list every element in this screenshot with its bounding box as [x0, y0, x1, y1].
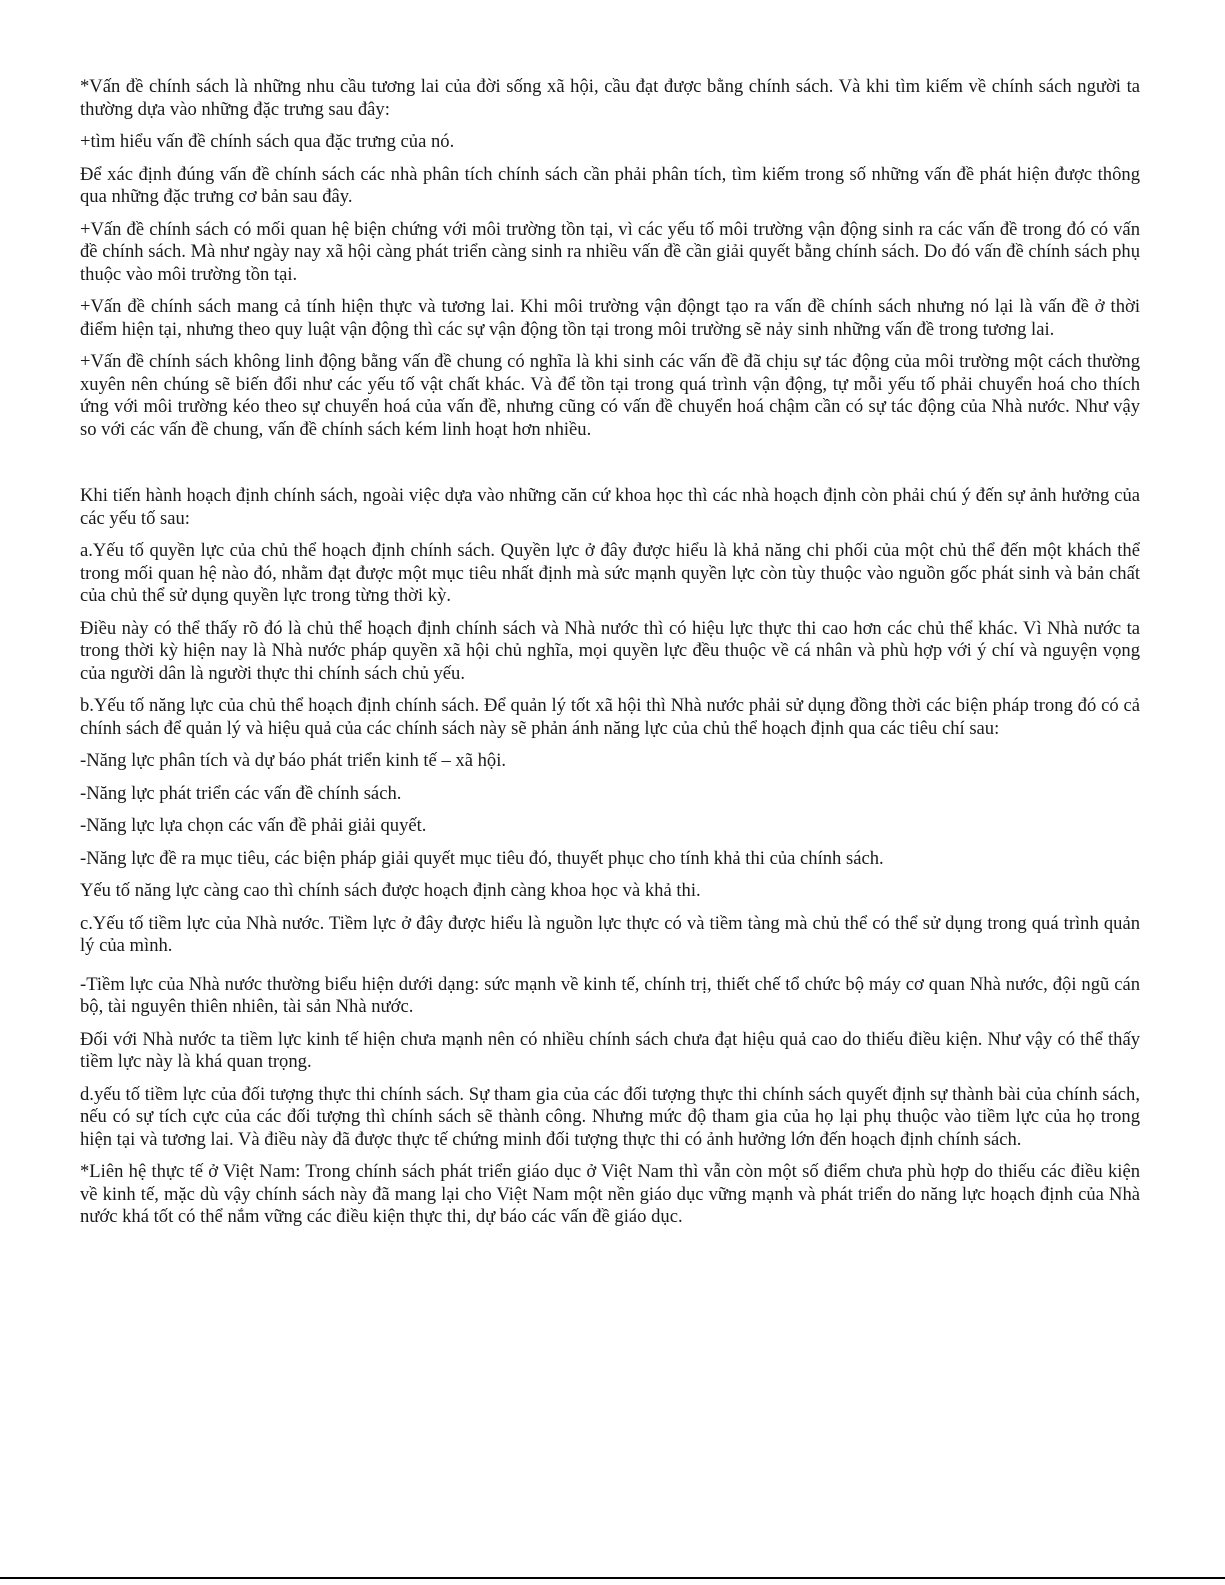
paragraph-identify-issue: Để xác định đúng vấn đề chính sách các nhà phân tích chính sách cần phải phân tích, tìm kiếm trong số những vấn đề phát hiện được thông qua những đặc trưng cơ bản sau đây. — [80, 163, 1140, 207]
paragraph-present-future: +Vấn đề chính sách mang cả tính hiện thực và tương lai. Khi môi trường vận độngt tạo ra vấn đề chính sách nhưng nó lại là vấn đề ở thời điểm hiện tại, nhưng theo quy luật vận động thì các sự vận động tồn tại trong môi trường sẽ nảy sinh những vấn đề trong tương lai. — [80, 296, 1140, 340]
document-body — [80, 76, 1140, 1239]
page-bottom-rule — [0, 1577, 1225, 1579]
paragraph-policy-issue-intro: *Vấn đề chính sách là những nhu cầu tương lai của đời sống xã hội, cầu đạt được bằng chính sách. Và khi tìm kiếm về chính sách người ta thường dựa vào những đặc trưng sau đây: — [80, 76, 1140, 120]
list-item-capacity-develop: -Năng lực phát triển các vấn đề chính sách. — [80, 782, 402, 804]
paragraph-capacity-conclusion: Yếu tố năng lực càng cao thì chính sách được hoạch định càng khoa học và khả thi. — [80, 880, 701, 901]
paragraph-planning-factors-intro: Khi tiến hành hoạch định chính sách, ngoài việc dựa vào những căn cứ khoa học thì các nhà hoạch định còn phải chú ý đến sự ảnh hưởng của các yếu tố sau: — [80, 485, 1140, 529]
paragraph-factor-b-capacity: b.Yếu tố năng lực của chủ thể hoạch định chính sách. Để quản lý tốt xã hội thì Nhà nước phải sử dụng đồng thời các biện pháp trong đó có cả chính sách để quản lý và hiệu quả của các chính sách này sẽ phản ánh năng lực của chủ thể hoạch định qua các tiêu chí sau: — [80, 695, 1140, 739]
paragraph-dialectical-relation: +Vấn đề chính sách có mối quan hệ biện chứng với môi trường tồn tại, vì các yếu tố môi trường vận động sinh ra các vấn đề trong đó có vấn đề chính sách. Mà như ngày nay xã hội càng phát triển càng sinh ra nhiều vấn đề cần giải quyết bằng chính sách. Do đó vấn đề chính sách phụ thuộc vào môi trường tồn tại. — [80, 218, 1140, 285]
list-item-capacity-select: -Năng lực lựa chọn các vấn đề phải giải quyết. — [80, 815, 427, 836]
paragraph-less-flexible: +Vấn đề chính sách không linh động bằng vấn đề chung có nghĩa là khi sinh các vấn đề đã chịu sự tác động của môi trường một cách thường xuyên nên chúng sẽ biến đổi như các yếu tố vật chất khác. Và để tồn tại trong quá trình vận động, tự mỗi yếu tố phải chuyển hoá cho thích ứng với môi trường kéo theo sự chuyển hoá của vấn đề, nhưng cũng có vấn đề chuyển hoá chậm cần có sự tác động của Nhà nước. Như vậy so với các vấn đề chung, vấn đề chính sách kém linh hoạt hơn nhiều. — [80, 351, 1140, 440]
paragraph-features-heading: +tìm hiểu vấn đề chính sách qua đặc trưng của nó. — [80, 131, 455, 152]
list-item-capacity-forecast: -Năng lực phân tích và dự báo phát triển kinh tế – xã hội. — [80, 750, 507, 771]
paragraph-state-authority: Điều này có thể thấy rõ đó là chủ thể hoạch định chính sách và Nhà nước thì có hiệu lực thực thi cao hơn các chủ thể khác. Vì Nhà nước ta trong thời kỳ hiện nay là Nhà nước pháp quyền xã hội chủ nghĩa, mọi quyền lực đều thuộc về cá nhân và phù hợp với ý chí và nguyện vọng của người dân là người thực thi chính sách chủ yếu. — [80, 617, 1140, 684]
list-item-capacity-objectives: -Năng lực đề ra mục tiêu, các biện pháp giải quyết mục tiêu đó, thuyết phục cho tính khả thi của chính sách. — [80, 847, 884, 869]
paragraph-factor-c-potential: c.Yếu tố tiềm lực của Nhà nước. Tiềm lực ở đây được hiểu là nguồn lực thực có và tiềm tàng mà chủ thể có thể sử dụng trong quá trình quản lý của mình. — [80, 912, 1140, 956]
paragraph-vietnam-practice: *Liên hệ thực tế ở Việt Nam: Trong chính sách phát triển giáo dục ở Việt Nam thì vẫn còn một số điểm chưa phù hợp do thiếu các điều kiện về kinh tế, mặc dù vậy chính sách này đã mang lại cho Việt Nam một nền giáo dục vững mạnh và phát triển do năng lực hoạch định của Nhà nước khá tốt có thể nắm vững các điều kiện thực thi, dự báo các vấn đề giáo dục. — [80, 1161, 1140, 1227]
paragraph-economic-potential: Đối với Nhà nước ta tiềm lực kinh tế hiện chưa mạnh nên có nhiều chính sách chưa đạt hiệu quả cao do thiếu điều kiện. Như vậy có thể thấy tiềm lực này là khá quan trọng. — [80, 1028, 1140, 1072]
paragraph-factor-d-subjects: d.yếu tố tiềm lực của đối tượng thực thi chính sách. Sự tham gia của các đối tượng thực thi chính sách quyết định sự thành bài của chính sách, nếu có sự tích cực của các đối tượng thì chính sách sẽ thành công. Nhưng mức độ tham gia của họ lại phụ thuộc vào tiềm lực của họ trong hiện tại và tương lai. Và điều này đã được thực tế chứng minh đối tượng thực thi có ảnh hưởng lớn đến hoạch định chính sách. — [80, 1083, 1140, 1150]
paragraph-potential-forms: -Tiềm lực của Nhà nước thường biểu hiện dưới dạng: sức mạnh về kinh tế, chính trị, thiết chế tổ chức bộ máy cơ quan Nhà nước, đội ngũ cán bộ, tài nguyên thiên nhiên, tài sản Nhà nước. — [80, 973, 1140, 1017]
paragraph-factor-a-power: a.Yếu tố quyền lực của chủ thể hoạch định chính sách. Quyền lực ở đây được hiểu là khả năng chi phối của một chủ thể đến một khách thể trong mối quan hệ nào đó, nhằm đạt được một mục tiêu nhất định mà sức mạnh quyền lực còn tùy thuộc vào nguồn gốc phát sinh và bản chất của chủ thể sử dụng quyền lực trong từng thời kỳ. — [80, 540, 1140, 606]
